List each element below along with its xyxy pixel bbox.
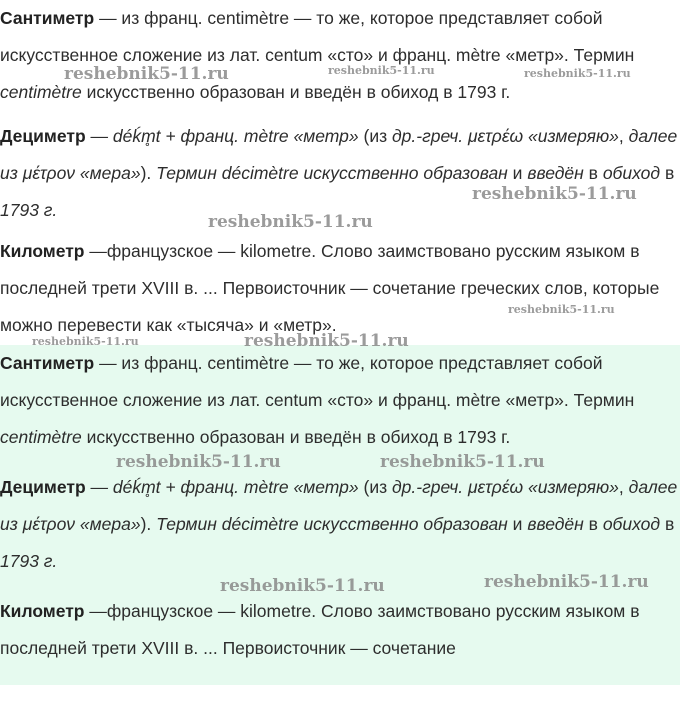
watermark: reshebnik5-11.ru [508,303,615,316]
watermark: reshebnik5-11.ru [380,452,545,472]
term: Сантиметр [0,8,95,28]
watermark: reshebnik5-11.ru [220,576,385,596]
watermark: reshebnik5-11.ru [116,452,281,472]
paragraph-santimetr: Сантиметр — из франц. centimètre — то же, которое представляет собой искусственное сложение из лат. centum «сто» и франц. mètre «метр». Термин centimètre искусственно образован и введён в обиход в 1793 г. [0,8,635,102]
term: Километр [0,241,85,261]
watermark: reshebnik5-11.ru [472,184,637,204]
paragraph-santimetr: Сантиметр — из франц. centimètre — то же, которое представляет собой искусственное сложение из лат. centum «сто» и франц. mètre «метр». Термин centimètre искусственно образован и введён в обиход в 1793 г. [0,353,635,447]
watermark: reshebnik5-11.ru [64,64,229,84]
paragraph-kilometr: Километр —французское — kilometre. Слово заимствовано русским языком в последней трети XVIII в. ... Первоисточник — сочетание греческих слов, которые можно перевести как «тысяча» и «метр». [0,241,660,335]
paragraph-kilometr: Километр —французское — kilometre. Слово заимствовано русским языком в последней трети XVIII в. ... Первоисточник — сочетание [0,601,640,658]
term: Дециметр [0,126,86,146]
term: Сантиметр [0,353,95,373]
watermark: reshebnik5-11.ru [32,335,139,348]
watermark: reshebnik5-11.ru [208,212,373,232]
watermark: reshebnik5-11.ru [484,572,649,592]
paragraph-decimetr: Дециметр — déḱm̥t + франц. mètre «метр» (из др.-греч. μετρέω «измеряю», далее из μέτρον «мера»). Термин décimètre искусственно образован и введён в обиход в 1793 г. [0,126,678,220]
watermark: reshebnik5-11.ru [524,67,631,80]
term: Километр [0,601,85,621]
top-text-block [0,0,680,345]
term: Дециметр [0,477,86,497]
highlighted-text-block [0,345,680,685]
watermark: reshebnik5-11.ru [328,64,435,77]
watermark: reshebnik5-11.ru [244,331,409,351]
paragraph-decimetr: Дециметр — déḱm̥t + франц. mètre «метр» (из др.-греч. μετρέω «измеряю», далее из μέτρον «мера»). Термин décimètre искусственно образован и введён в обиход в 1793 г. [0,477,678,571]
